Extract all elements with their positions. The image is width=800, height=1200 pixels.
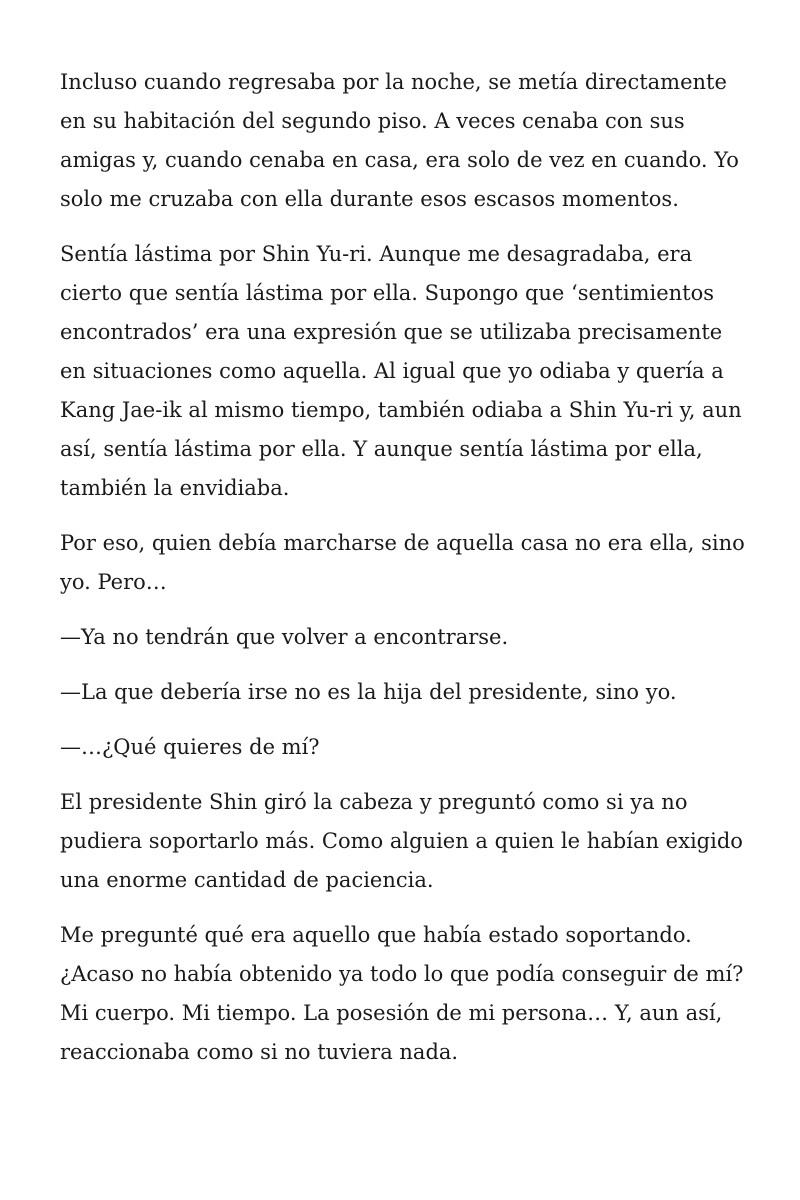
paragraph-8: Me pregunté qué era aquello que había estado soportando. ¿Acaso no había obtenido ya todo lo que podía conseguir de mí? Mi cuerpo. Mi tiempo. La posesión de mi persona… Y, aun así, reaccionaba como si no tuviera nada.: [60, 923, 744, 1064]
document-page: [60, 63, 750, 1088]
dialogue-line-2: —La que debería irse no es la hija del presidente, sino yo.: [60, 680, 677, 704]
paragraph-3: Por eso, quien debía marcharse de aquella casa no era ella, sino yo. Pero…: [60, 531, 745, 594]
paragraph-7: El presidente Shin giró la cabeza y preguntó como si ya no pudiera soportarlo más. Como alguien a quien le habían exigido una enorme cantidad de paciencia.: [60, 790, 743, 892]
dialogue-line-1: —Ya no tendrán que volver a encontrarse.: [60, 625, 509, 649]
paragraph-2: Sentía lástima por Shin Yu-ri. Aunque me desagradaba, era cierto que sentía lástima por ella. Supongo que ‘sentimientos encontrados’ era una expresión que se utilizaba precisamente en situaciones como aquella. Al igual que yo odiaba y quería a Kang Jae-ik al mismo tiempo, también odiaba a Shin Yu-ri y, aun así, sentía lástima por ella. Y aunque sentía lástima por ella, también la envidiaba.: [60, 242, 742, 500]
dialogue-line-3: —…¿Qué quieres de mí?: [60, 735, 320, 759]
paragraph-1: Incluso cuando regresaba por la noche, se metía directamente en su habitación del segundo piso. A veces cenaba con sus amigas y, cuando cenaba en casa, era solo de vez en cuando. Yo solo me cruzaba con ella durante esos escasos momentos.: [60, 70, 739, 211]
